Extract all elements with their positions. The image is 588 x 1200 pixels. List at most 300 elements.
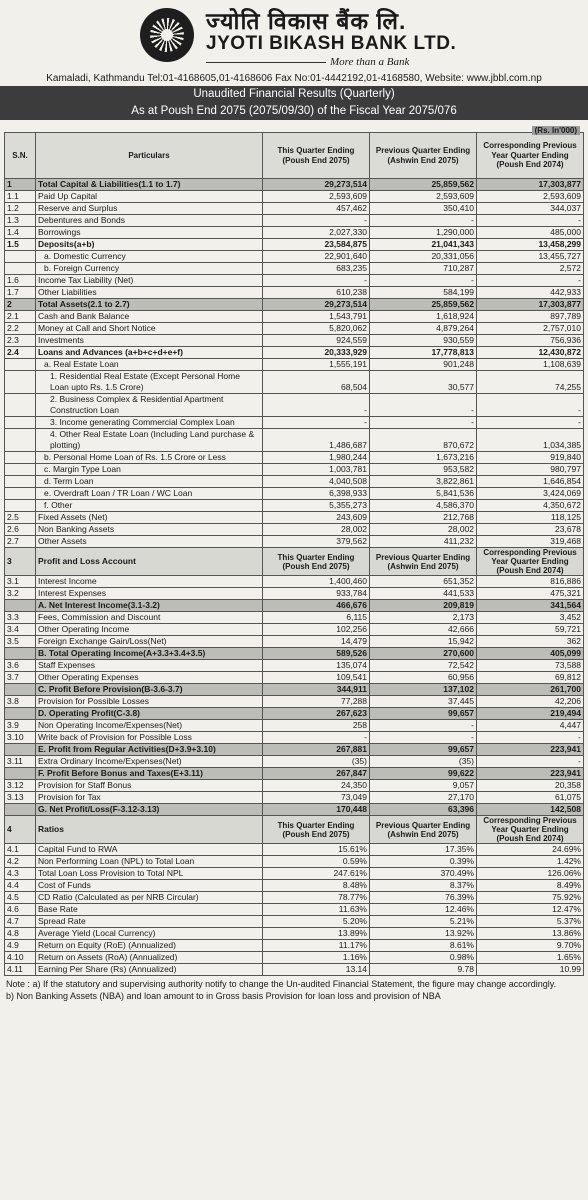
table-row bbox=[5, 464, 584, 476]
table-row bbox=[5, 429, 584, 452]
row-sn: 4 bbox=[5, 816, 36, 844]
row-label: Income Tax Liability (Net) bbox=[36, 275, 263, 287]
row-sn: 3.8 bbox=[5, 696, 36, 708]
row-label: Other Liabilities bbox=[36, 287, 263, 299]
row-label: Cash and Bank Balance bbox=[36, 311, 263, 323]
value-this-quarter: 29,273,514 bbox=[263, 299, 370, 311]
table-header-row bbox=[5, 133, 584, 179]
value-corresponding: 442,933 bbox=[477, 287, 584, 299]
value-previous-quarter: 1,673,216 bbox=[370, 452, 477, 464]
row-label: Paid Up Capital bbox=[36, 191, 263, 203]
value-previous-quarter: 99,622 bbox=[370, 768, 477, 780]
value-previous-quarter: 9,057 bbox=[370, 780, 477, 792]
table-row bbox=[5, 952, 584, 964]
row-label: Debentures and Bonds bbox=[36, 215, 263, 227]
table-row bbox=[5, 792, 584, 804]
table-row bbox=[5, 311, 584, 323]
table-row bbox=[5, 417, 584, 429]
row-sn: 3.11 bbox=[5, 756, 36, 768]
value-corresponding: - bbox=[477, 215, 584, 227]
row-sn: 3.4 bbox=[5, 624, 36, 636]
value-previous-quarter: 0.39% bbox=[370, 856, 477, 868]
row-label: Total Capital & Liabilities(1.1 to 1.7) bbox=[36, 179, 263, 191]
row-label: G. Net Profit/Loss(F-3.12-3.13) bbox=[36, 804, 263, 816]
row-sn bbox=[5, 600, 36, 612]
value-this-quarter: 68,504 bbox=[263, 371, 370, 394]
value-previous-quarter: 42,666 bbox=[370, 624, 477, 636]
table-row bbox=[5, 696, 584, 708]
value-corresponding: 42,206 bbox=[477, 696, 584, 708]
table-row bbox=[5, 756, 584, 768]
value-previous-quarter: 441,533 bbox=[370, 588, 477, 600]
row-sn: 3.9 bbox=[5, 720, 36, 732]
value-this-quarter: 2,027,330 bbox=[263, 227, 370, 239]
row-sn: 1.7 bbox=[5, 287, 36, 299]
value-corresponding: 4,350,672 bbox=[477, 500, 584, 512]
row-sn bbox=[5, 429, 36, 452]
section-header-row bbox=[5, 548, 584, 576]
value-this-quarter: 466,676 bbox=[263, 600, 370, 612]
row-label: 1. Residential Real Estate (Except Personal Home Loan upto Rs. 1.5 Crore) bbox=[36, 371, 263, 394]
row-label: d. Term Loan bbox=[36, 476, 263, 488]
value-this-quarter: 1.16% bbox=[263, 952, 370, 964]
table-row bbox=[5, 880, 584, 892]
row-sn bbox=[5, 500, 36, 512]
value-previous-quarter: 5.21% bbox=[370, 916, 477, 928]
row-sn bbox=[5, 708, 36, 720]
value-this-quarter: 1,400,460 bbox=[263, 576, 370, 588]
table-row bbox=[5, 856, 584, 868]
row-label: Interest Income bbox=[36, 576, 263, 588]
table-row bbox=[5, 576, 584, 588]
row-sn: 1.4 bbox=[5, 227, 36, 239]
row-label: Cost of Funds bbox=[36, 880, 263, 892]
row-label: a. Real Estate Loan bbox=[36, 359, 263, 371]
value-previous-quarter: 953,582 bbox=[370, 464, 477, 476]
table-row bbox=[5, 732, 584, 744]
row-sn: 3 bbox=[5, 548, 36, 576]
table-row bbox=[5, 600, 584, 612]
table-row bbox=[5, 804, 584, 816]
value-corresponding: 2,572 bbox=[477, 263, 584, 275]
value-previous-quarter: 76.39% bbox=[370, 892, 477, 904]
value-corresponding: 1,646,854 bbox=[477, 476, 584, 488]
row-label: Foreign Exchange Gain/Loss(Net) bbox=[36, 636, 263, 648]
table-row bbox=[5, 904, 584, 916]
value-previous-quarter: 8.61% bbox=[370, 940, 477, 952]
row-sn bbox=[5, 804, 36, 816]
row-sn: 4.11 bbox=[5, 964, 36, 976]
table-row bbox=[5, 335, 584, 347]
value-corresponding: 1.65% bbox=[477, 952, 584, 964]
value-corresponding: - bbox=[477, 394, 584, 417]
value-this-quarter: 924,559 bbox=[263, 335, 370, 347]
value-previous-quarter: Previous Quarter Ending (Ashwin End 2075) bbox=[370, 816, 477, 844]
row-label: Other Operating Income bbox=[36, 624, 263, 636]
financial-results-table bbox=[4, 132, 584, 976]
value-corresponding: 1,108,639 bbox=[477, 359, 584, 371]
table-row bbox=[5, 940, 584, 952]
value-this-quarter: 22,901,640 bbox=[263, 251, 370, 263]
table-row bbox=[5, 612, 584, 624]
row-label: D. Operating Profit(C-3.8) bbox=[36, 708, 263, 720]
table-row bbox=[5, 191, 584, 203]
table-row bbox=[5, 928, 584, 940]
table-row bbox=[5, 660, 584, 672]
value-previous-quarter: 60,956 bbox=[370, 672, 477, 684]
table-row bbox=[5, 179, 584, 191]
row-sn: 4.6 bbox=[5, 904, 36, 916]
value-corresponding: 13,455,727 bbox=[477, 251, 584, 263]
value-previous-quarter: 2,173 bbox=[370, 612, 477, 624]
table-row bbox=[5, 524, 584, 536]
row-sn: 2.1 bbox=[5, 311, 36, 323]
value-this-quarter: 73,049 bbox=[263, 792, 370, 804]
units-label: (Rs. In'000) bbox=[532, 126, 580, 135]
row-sn: 3.5 bbox=[5, 636, 36, 648]
value-this-quarter: 1,980,244 bbox=[263, 452, 370, 464]
row-sn: 4.5 bbox=[5, 892, 36, 904]
table-row bbox=[5, 347, 584, 359]
value-this-quarter: This Quarter Ending (Poush End 2075) bbox=[263, 548, 370, 576]
value-previous-quarter: 13.92% bbox=[370, 928, 477, 940]
tagline-rule bbox=[206, 62, 326, 63]
row-sn: 2.2 bbox=[5, 323, 36, 335]
row-sn: 3.13 bbox=[5, 792, 36, 804]
table-row bbox=[5, 708, 584, 720]
table-row bbox=[5, 500, 584, 512]
value-previous-quarter: - bbox=[370, 732, 477, 744]
row-sn: 2.4 bbox=[5, 347, 36, 359]
note-a: Note : a) If the statutory and supervising authority notify to change the Un-audited Financial Statement, the figure may change accordingly. bbox=[6, 979, 557, 989]
table-row bbox=[5, 720, 584, 732]
table-row bbox=[5, 768, 584, 780]
row-sn bbox=[5, 359, 36, 371]
row-label: Capital Fund to RWA bbox=[36, 844, 263, 856]
row-sn: 1 bbox=[5, 179, 36, 191]
row-sn bbox=[5, 452, 36, 464]
row-sn: 3.2 bbox=[5, 588, 36, 600]
value-previous-quarter: 17,778,813 bbox=[370, 347, 477, 359]
value-this-quarter: 1,486,687 bbox=[263, 429, 370, 452]
row-label: Staff Expenses bbox=[36, 660, 263, 672]
row-sn: 2 bbox=[5, 299, 36, 311]
value-this-quarter: 15.61% bbox=[263, 844, 370, 856]
row-label: a. Domestic Currency bbox=[36, 251, 263, 263]
row-label: Reserve and Surplus bbox=[36, 203, 263, 215]
value-corresponding: 5.37% bbox=[477, 916, 584, 928]
row-sn bbox=[5, 744, 36, 756]
row-label: Return on Equity (RoE) (Annualized) bbox=[36, 940, 263, 952]
table-row bbox=[5, 452, 584, 464]
value-corresponding: 17,303,877 bbox=[477, 299, 584, 311]
value-corresponding: 75.92% bbox=[477, 892, 584, 904]
value-previous-quarter: 28,002 bbox=[370, 524, 477, 536]
table-row bbox=[5, 648, 584, 660]
table-row bbox=[5, 684, 584, 696]
value-corresponding: 12.47% bbox=[477, 904, 584, 916]
value-previous-quarter: 4,586,370 bbox=[370, 500, 477, 512]
row-label: E. Profit from Regular Activities(D+3.9+3.10) bbox=[36, 744, 263, 756]
value-previous-quarter: 25,859,562 bbox=[370, 179, 477, 191]
value-corresponding: - bbox=[477, 756, 584, 768]
value-previous-quarter: 63,396 bbox=[370, 804, 477, 816]
value-previous-quarter: 212,768 bbox=[370, 512, 477, 524]
value-previous-quarter: 8.37% bbox=[370, 880, 477, 892]
row-label: Provision for Tax bbox=[36, 792, 263, 804]
value-corresponding: 61,075 bbox=[477, 792, 584, 804]
table-row bbox=[5, 588, 584, 600]
value-this-quarter: 6,398,933 bbox=[263, 488, 370, 500]
value-this-quarter: 4,040,508 bbox=[263, 476, 370, 488]
row-sn bbox=[5, 371, 36, 394]
value-corresponding: 362 bbox=[477, 636, 584, 648]
table-row bbox=[5, 892, 584, 904]
value-corresponding: 980,797 bbox=[477, 464, 584, 476]
row-label: Base Rate bbox=[36, 904, 263, 916]
table-row bbox=[5, 916, 584, 928]
row-label: Fees, Commission and Discount bbox=[36, 612, 263, 624]
bank-logo bbox=[140, 8, 194, 62]
row-sn bbox=[5, 251, 36, 263]
col-this-quarter: This Quarter Ending (Poush End 2075) bbox=[263, 133, 370, 179]
row-label: Borrowings bbox=[36, 227, 263, 239]
row-sn bbox=[5, 648, 36, 660]
value-corresponding: 405,099 bbox=[477, 648, 584, 660]
table-row bbox=[5, 512, 584, 524]
row-sn: 2.3 bbox=[5, 335, 36, 347]
row-sn: 4.4 bbox=[5, 880, 36, 892]
table-row bbox=[5, 227, 584, 239]
row-label: A. Net Interest Income(3.1-3.2) bbox=[36, 600, 263, 612]
value-this-quarter: 2,593,609 bbox=[263, 191, 370, 203]
table-row bbox=[5, 780, 584, 792]
bank-tagline: More than a Bank bbox=[330, 56, 410, 68]
value-corresponding: 23,678 bbox=[477, 524, 584, 536]
value-corresponding: 13.86% bbox=[477, 928, 584, 940]
row-label: c. Margin Type Loan bbox=[36, 464, 263, 476]
row-sn bbox=[5, 476, 36, 488]
table-row bbox=[5, 299, 584, 311]
units-label-wrap bbox=[0, 120, 580, 135]
table-row bbox=[5, 371, 584, 394]
value-previous-quarter: 99,657 bbox=[370, 744, 477, 756]
table-body bbox=[5, 179, 584, 976]
value-this-quarter: 20,333,929 bbox=[263, 347, 370, 359]
value-corresponding: 1,034,385 bbox=[477, 429, 584, 452]
value-this-quarter: 457,462 bbox=[263, 203, 370, 215]
value-corresponding: 919,840 bbox=[477, 452, 584, 464]
value-previous-quarter: 1,290,000 bbox=[370, 227, 477, 239]
value-previous-quarter: - bbox=[370, 215, 477, 227]
row-label: Deposits(a+b) bbox=[36, 239, 263, 251]
row-sn: 3.12 bbox=[5, 780, 36, 792]
value-this-quarter: 13.89% bbox=[263, 928, 370, 940]
row-label: b. Personal Home Loan of Rs. 1.5 Crore or Less bbox=[36, 452, 263, 464]
value-this-quarter: 0.59% bbox=[263, 856, 370, 868]
value-corresponding: 816,886 bbox=[477, 576, 584, 588]
bank-name-english: JYOTI BIKASH BANK LTD. bbox=[206, 33, 457, 54]
value-this-quarter: 23,584,875 bbox=[263, 239, 370, 251]
table-row bbox=[5, 359, 584, 371]
value-previous-quarter: 0.98% bbox=[370, 952, 477, 964]
row-label: Ratios bbox=[36, 816, 263, 844]
section-header-row bbox=[5, 816, 584, 844]
value-previous-quarter: 2,593,609 bbox=[370, 191, 477, 203]
value-corresponding: 219,494 bbox=[477, 708, 584, 720]
row-sn: 4.7 bbox=[5, 916, 36, 928]
row-label: Average Yield (Local Currency) bbox=[36, 928, 263, 940]
table-row bbox=[5, 636, 584, 648]
value-this-quarter: 589,526 bbox=[263, 648, 370, 660]
value-this-quarter: - bbox=[263, 275, 370, 287]
value-this-quarter: This Quarter Ending (Poush End 2075) bbox=[263, 816, 370, 844]
table-row bbox=[5, 203, 584, 215]
value-previous-quarter: 9.78 bbox=[370, 964, 477, 976]
value-corresponding: 3,452 bbox=[477, 612, 584, 624]
value-corresponding: 344,037 bbox=[477, 203, 584, 215]
value-corresponding: 475,321 bbox=[477, 588, 584, 600]
value-corresponding: 73,588 bbox=[477, 660, 584, 672]
value-previous-quarter: 17.35% bbox=[370, 844, 477, 856]
row-label: Money at Call and Short Notice bbox=[36, 323, 263, 335]
value-previous-quarter: - bbox=[370, 394, 477, 417]
value-corresponding: 69,812 bbox=[477, 672, 584, 684]
report-title: Unaudited Financial Results (Quarterly) bbox=[193, 88, 395, 100]
value-this-quarter: 258 bbox=[263, 720, 370, 732]
row-label: Loans and Advances (a+b+c+d+e+f) bbox=[36, 347, 263, 359]
value-corresponding: 3,424,069 bbox=[477, 488, 584, 500]
value-this-quarter: 610,238 bbox=[263, 287, 370, 299]
value-this-quarter: 29,273,514 bbox=[263, 179, 370, 191]
row-label: Non Operating Income/Expenses(Net) bbox=[36, 720, 263, 732]
value-this-quarter: 933,784 bbox=[263, 588, 370, 600]
value-corresponding: 8.49% bbox=[477, 880, 584, 892]
value-previous-quarter: 21,041,343 bbox=[370, 239, 477, 251]
value-corresponding: 485,000 bbox=[477, 227, 584, 239]
row-sn: 2.5 bbox=[5, 512, 36, 524]
row-sn bbox=[5, 684, 36, 696]
value-this-quarter: 267,847 bbox=[263, 768, 370, 780]
row-label: Profit and Loss Account bbox=[36, 548, 263, 576]
row-label: CD Ratio (Calculated as per NRB Circular) bbox=[36, 892, 263, 904]
row-sn: 4.9 bbox=[5, 940, 36, 952]
bank-header bbox=[0, 0, 588, 72]
value-this-quarter: 243,609 bbox=[263, 512, 370, 524]
table-row bbox=[5, 239, 584, 251]
value-previous-quarter: 12.46% bbox=[370, 904, 477, 916]
value-corresponding: 126.06% bbox=[477, 868, 584, 880]
row-sn: 3.3 bbox=[5, 612, 36, 624]
row-sn bbox=[5, 394, 36, 417]
value-corresponding: - bbox=[477, 417, 584, 429]
value-corresponding: 24.69% bbox=[477, 844, 584, 856]
value-this-quarter: 135,074 bbox=[263, 660, 370, 672]
row-label: Total Loan Loss Provision to Total NPL bbox=[36, 868, 263, 880]
value-this-quarter: - bbox=[263, 394, 370, 417]
value-this-quarter: 683,235 bbox=[263, 263, 370, 275]
value-corresponding: Corresponding Previous Year Quarter Ending (Poush End 2074) bbox=[477, 548, 584, 576]
row-sn: 1.2 bbox=[5, 203, 36, 215]
value-previous-quarter: 137,102 bbox=[370, 684, 477, 696]
value-this-quarter: 14,479 bbox=[263, 636, 370, 648]
value-this-quarter: 379,562 bbox=[263, 536, 370, 548]
table-row bbox=[5, 215, 584, 227]
table-row bbox=[5, 744, 584, 756]
value-previous-quarter: 870,672 bbox=[370, 429, 477, 452]
table-row bbox=[5, 624, 584, 636]
value-this-quarter: - bbox=[263, 417, 370, 429]
value-corresponding: 17,303,877 bbox=[477, 179, 584, 191]
col-particulars: Particulars bbox=[36, 133, 263, 179]
value-this-quarter: - bbox=[263, 215, 370, 227]
value-this-quarter: 1,543,791 bbox=[263, 311, 370, 323]
value-this-quarter: (35) bbox=[263, 756, 370, 768]
value-corresponding: 319,468 bbox=[477, 536, 584, 548]
value-this-quarter: - bbox=[263, 732, 370, 744]
col-corresponding: Corresponding Previous Year Quarter Ending (Poush End 2074) bbox=[477, 133, 584, 179]
row-sn: 4.3 bbox=[5, 868, 36, 880]
row-sn: 2.7 bbox=[5, 536, 36, 548]
value-this-quarter: 77,288 bbox=[263, 696, 370, 708]
row-sn bbox=[5, 263, 36, 275]
value-previous-quarter: 270,600 bbox=[370, 648, 477, 660]
value-this-quarter: 267,623 bbox=[263, 708, 370, 720]
row-sn: 3.7 bbox=[5, 672, 36, 684]
row-label: Other Assets bbox=[36, 536, 263, 548]
value-corresponding: 341,564 bbox=[477, 600, 584, 612]
value-previous-quarter: 710,287 bbox=[370, 263, 477, 275]
report-subtitle: As at Poush End 2075 (2075/09/30) of the Fiscal Year 2075/076 bbox=[131, 105, 457, 117]
row-label: Provision for Staff Bonus bbox=[36, 780, 263, 792]
value-previous-quarter: 209,819 bbox=[370, 600, 477, 612]
row-sn: 3.6 bbox=[5, 660, 36, 672]
value-previous-quarter: 25,859,562 bbox=[370, 299, 477, 311]
value-corresponding: Corresponding Previous Year Quarter Ending (Poush End 2074) bbox=[477, 816, 584, 844]
value-this-quarter: 5,820,062 bbox=[263, 323, 370, 335]
row-sn: 3.1 bbox=[5, 576, 36, 588]
table-row bbox=[5, 536, 584, 548]
value-previous-quarter: 27,170 bbox=[370, 792, 477, 804]
row-label: 4. Other Real Estate Loan (Including Land purchase & plotting) bbox=[36, 429, 263, 452]
bank-address: Kamaladi, Kathmandu Tel:01-4168605,01-4168606 Fax No:01-4442192,01-4168580, Website: www.jbbl.com.np bbox=[46, 73, 542, 84]
table-row bbox=[5, 394, 584, 417]
table-row bbox=[5, 868, 584, 880]
row-label: f. Other bbox=[36, 500, 263, 512]
row-label: Non Banking Assets bbox=[36, 524, 263, 536]
row-sn: 4.2 bbox=[5, 856, 36, 868]
value-this-quarter: 11.17% bbox=[263, 940, 370, 952]
table-row bbox=[5, 263, 584, 275]
value-previous-quarter: - bbox=[370, 275, 477, 287]
row-label: Earning Per Share (Rs) (Annualized) bbox=[36, 964, 263, 976]
row-label: Return on Assets (RoA) (Annualized) bbox=[36, 952, 263, 964]
value-this-quarter: 13.14 bbox=[263, 964, 370, 976]
row-label: F. Profit Before Bonus and Taxes(E+3.11) bbox=[36, 768, 263, 780]
row-sn: 4.1 bbox=[5, 844, 36, 856]
table-row bbox=[5, 323, 584, 335]
value-corresponding: 1.42% bbox=[477, 856, 584, 868]
value-corresponding: 261,700 bbox=[477, 684, 584, 696]
value-previous-quarter: - bbox=[370, 720, 477, 732]
table-row bbox=[5, 672, 584, 684]
bank-name-nepali: ज्योति विकास बैंक लि. bbox=[206, 8, 407, 34]
value-previous-quarter: 99,657 bbox=[370, 708, 477, 720]
value-this-quarter: 8.48% bbox=[263, 880, 370, 892]
row-label: 3. Income generating Commercial Complex Loan bbox=[36, 417, 263, 429]
value-this-quarter: 5,355,273 bbox=[263, 500, 370, 512]
value-this-quarter: 247.61% bbox=[263, 868, 370, 880]
